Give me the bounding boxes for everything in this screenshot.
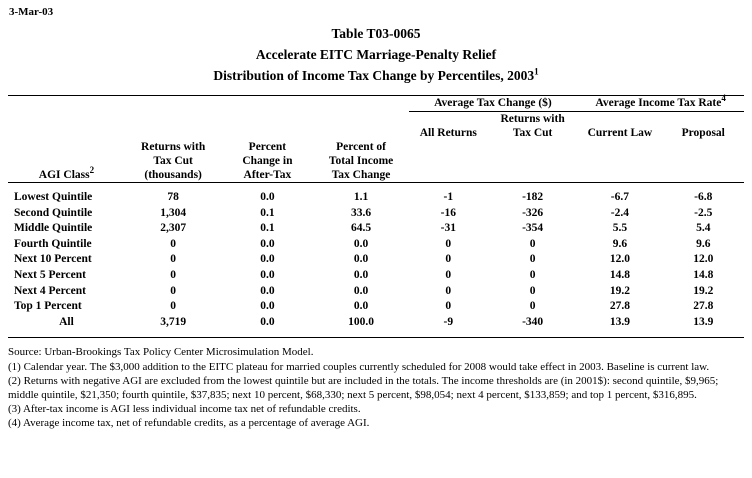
header-avg-rate-footnote-marker: 4 [721,93,726,104]
footnote-2: (2) Returns with negative AGI are excluded from the lowest quintile but are included in the totals. The income thresholds are (in 2001$): second quintile, $9,965; middle quintile, $21,350; fourth quintile, $37,835; next 10 percent, $68,330; next 5 percent, $98,054; next 4 percent, $133,859; and top 1 percent, $316,895. [8,374,719,401]
cell-pct-change: 0.0 [260,191,275,203]
header-avg-all-returns: All Returns [419,127,477,139]
header-pct-change-l3: After-Tax [243,169,292,181]
cell-avg-cut: -182 [522,191,544,203]
header-avg-rate-group-text: Average Income Tax Rate [595,97,722,109]
table-subtitle-footnote-marker: 1 [534,66,539,77]
footnotes [8,345,744,430]
table-row [8,190,744,206]
header-avg-returns-with-tax-cut-l1: Returns with [500,113,565,125]
row-label: Next 4 Percent [14,284,86,297]
cell-pct-total: 1.1 [353,191,369,203]
cell-pct-total: 0.0 [353,268,369,281]
cell-returns: 0 [170,300,176,313]
header-returns-with-tax-cut [125,140,221,182]
cell-returns: 3,719 [160,315,187,328]
header-pct-total-l3: Tax Change [331,169,391,181]
cell-avg-cut: 0 [529,237,536,250]
table-row [8,299,744,315]
cell-rate-current: 12.0 [609,253,630,266]
cell-rate-current: 27.8 [609,300,630,313]
cell-avg-all: 0 [445,253,452,266]
footnote-4: (4) Average income tax, net of refundable credits, as a percentage of average AGI. [8,417,370,430]
cell-avg-cut: 0 [529,284,536,297]
cell-pct-change: 0.1 [260,222,275,235]
title-block [8,23,744,86]
header-agi-class-footnote-marker: 2 [89,165,95,176]
table-number: Table T03-0065 [331,26,421,41]
header-returns-l2: Tax Cut [153,155,193,167]
cell-rate-proposal: 5.4 [696,222,711,235]
cell-returns: 0 [170,253,176,266]
header-spacer [8,183,744,191]
table-subtitle [8,65,744,86]
table-row [8,206,744,222]
row-label: Top 1 Percent [14,300,82,313]
cell-avg-all: -31 [440,222,456,235]
header-pct-total-l2: Total Income [328,155,394,167]
cell-returns: 78 [167,191,179,203]
cell-rate-proposal: 27.8 [693,300,714,313]
header-avg-tax-change-group: Average Tax Change ($) [409,96,578,112]
cell-avg-all: 0 [445,268,452,281]
cell-avg-all: -16 [440,206,456,219]
table-row [8,284,744,300]
cell-pct-total: 0.0 [353,237,369,250]
cell-pct-total: 0.0 [353,284,369,297]
footnote-3: (3) After-tax income is AGI less individual income tax net of refundable credits. [8,403,361,416]
header-avg-returns-with-tax-cut-l2: Tax Cut [512,127,553,139]
cell-pct-change: 0.0 [260,237,275,250]
cell-pct-change: 0.0 [260,300,275,313]
header-returns-l1: Returns with [141,141,206,153]
cell-pct-change: 0.0 [260,284,275,297]
footnote-1: (1) Calendar year. The $3,000 addition to the EITC plateau for married couples currently scheduled for 2008 would take effect in 2003. Baseline is current law. [8,360,710,373]
cell-rate-current: 14.8 [609,268,630,281]
table-row [8,268,744,284]
header-agi-class-text: AGI Class [38,169,90,181]
cell-rate-proposal: 12.0 [693,253,714,266]
cell-avg-all: 0 [445,284,452,297]
cell-returns: 0 [170,284,176,297]
header-avg-rate-group [577,93,744,112]
cell-avg-all: -9 [443,315,454,328]
row-label: All [59,315,74,328]
cell-returns: 2,307 [160,222,187,235]
row-label: Next 10 Percent [14,253,92,266]
header-group-row [8,96,744,112]
row-label: Fourth Quintile [14,237,92,250]
cell-avg-cut: -354 [522,222,544,235]
header-agi-class [8,140,125,182]
table-row-total [8,315,744,331]
cell-pct-total: 0.0 [353,253,369,266]
cell-returns: 0 [170,268,176,281]
cell-rate-current: 19.2 [609,284,630,297]
cell-avg-cut: 0 [529,253,536,266]
cell-avg-cut: -340 [522,315,544,328]
cell-avg-all: -1 [443,191,454,203]
cell-rate-current: -6.7 [610,191,629,203]
cell-pct-total: 0.0 [353,300,369,313]
cell-pct-total: 64.5 [350,222,372,235]
table-subtitle-text: Distribution of Income Tax Change by Percentiles, 2003 [213,68,535,83]
table-row [8,237,744,253]
row-label: Middle Quintile [14,222,93,235]
cell-pct-change: 0.0 [260,268,275,281]
cell-rate-proposal: 14.8 [693,268,714,281]
date-stamp: 3-Mar-03 [9,6,54,18]
cell-avg-all: 0 [445,237,452,250]
cell-avg-cut: 0 [529,300,536,313]
cell-pct-change: 0.0 [260,315,275,328]
cell-rate-proposal: 13.9 [693,315,714,328]
cell-rate-proposal: 19.2 [693,284,714,297]
distribution-table [8,95,744,338]
row-label: Lowest Quintile [14,191,93,203]
cell-rate-proposal: -2.5 [694,206,713,219]
cell-avg-cut: -326 [522,206,544,219]
cell-avg-all: 0 [445,300,452,313]
body-spacer [8,330,744,337]
cell-pct-change: 0.1 [260,206,275,219]
header-returns-l3: (thousands) [144,169,202,181]
source-note: Source: Urban-Brookings Tax Policy Center Microsimulation Model. [8,346,314,359]
cell-pct-total: 100.0 [348,315,374,328]
cell-rate-proposal: -6.8 [694,191,713,203]
table-row [8,221,744,237]
header-percent-change-after-tax [221,140,313,182]
cell-avg-cut: 0 [529,268,536,281]
table-bottom-rule [8,337,744,338]
cell-rate-proposal: 9.6 [696,237,711,250]
header-avg-returns-with-tax-cut [488,112,577,141]
cell-rate-current: 13.9 [609,315,630,328]
row-label: Next 5 Percent [14,268,86,281]
cell-returns: 1,304 [160,206,187,219]
header-percent-total-income-tax-change [313,140,408,182]
cell-rate-current: 9.6 [612,237,628,250]
cell-rate-current: -2.4 [610,206,629,219]
cell-pct-change: 0.0 [260,253,275,266]
table-title: Accelerate EITC Marriage-Penalty Relief [255,47,497,62]
cell-returns: 0 [170,237,176,250]
table-row [8,252,744,268]
header-pct-total-l1: Percent of [336,141,386,153]
header-main-row [8,140,744,182]
cell-pct-total: 33.6 [350,206,372,219]
header-current-law: Current Law [587,127,653,139]
cell-rate-current: 5.5 [612,222,628,235]
row-label: Second Quintile [14,206,93,219]
header-pct-change-l1: Percent [248,141,287,153]
header-pct-change-l2: Change in [242,155,293,167]
header-proposal: Proposal [681,127,725,139]
